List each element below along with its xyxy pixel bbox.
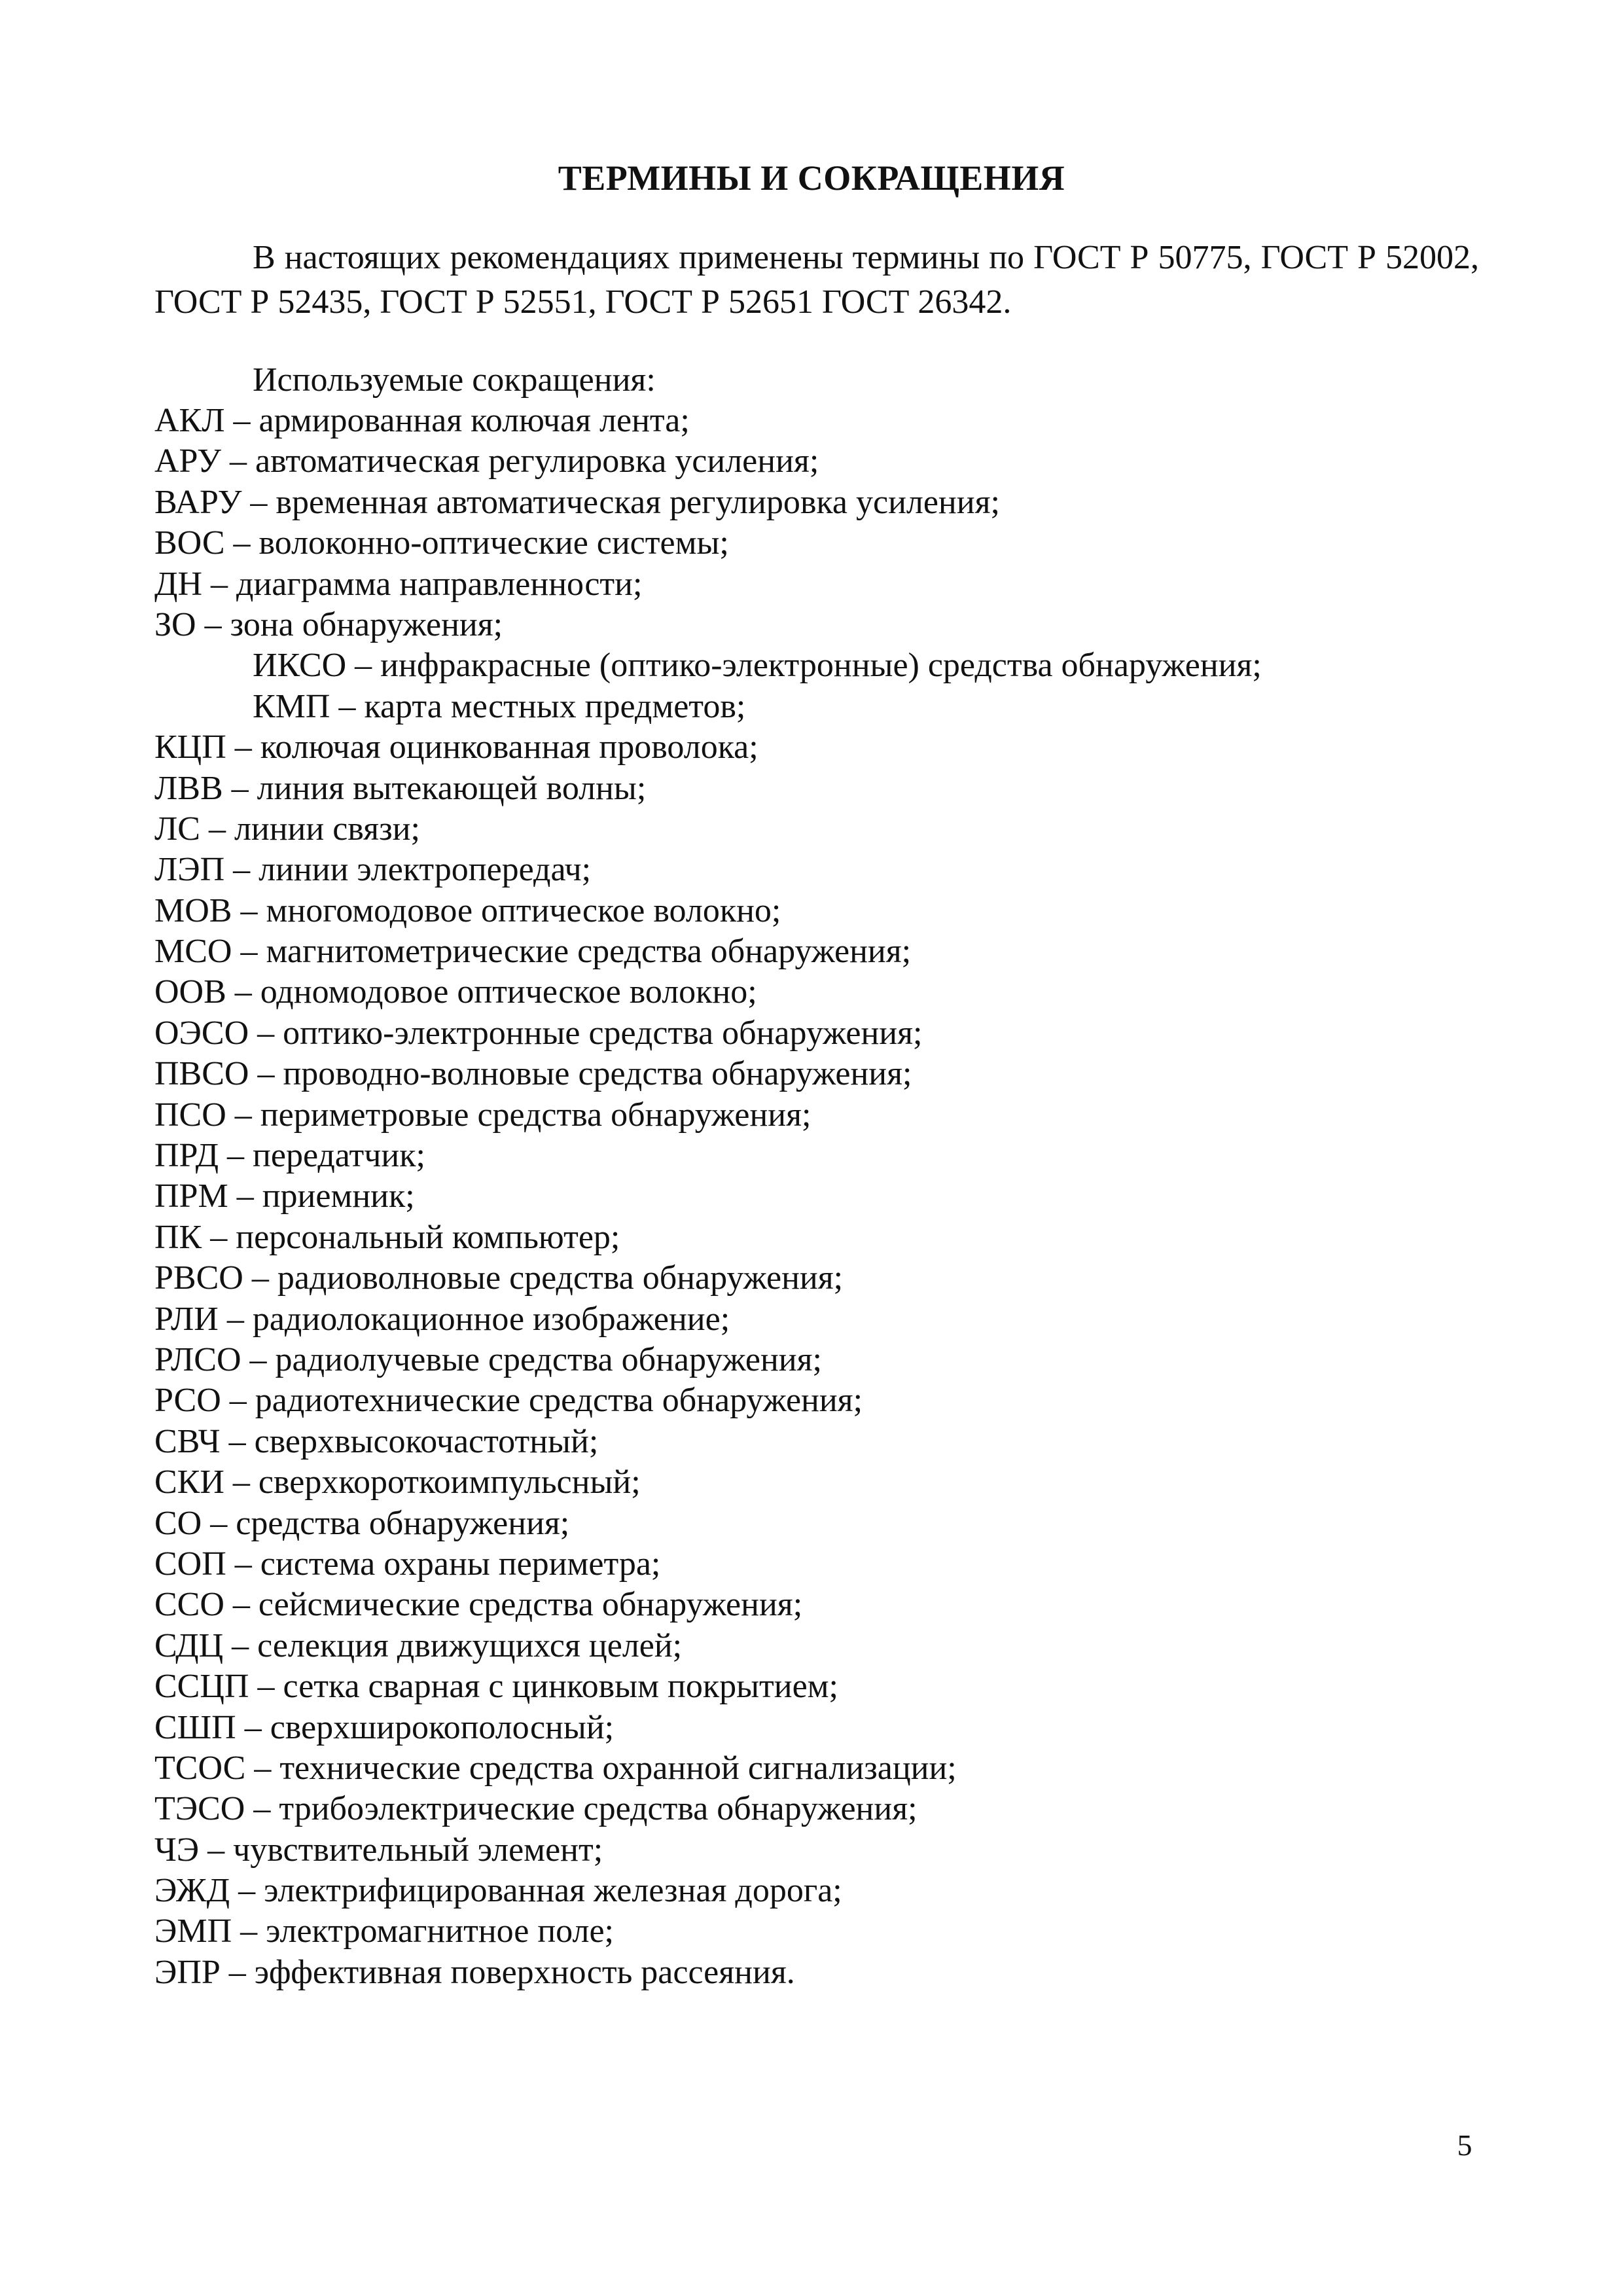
list-item: АКЛ – армированная колючая лента; (154, 402, 690, 439)
list-item: ЛЭП – линии электропередач; (154, 851, 592, 889)
list-item: ССО – сейсмические средства обнаружения; (154, 1586, 803, 1624)
list-item: ЛС – линии связи; (154, 810, 420, 848)
list-item: АРУ – автоматическая регулировка усиления; (154, 442, 819, 480)
list-item: ПК – персональный компьютер; (154, 1218, 620, 1256)
abbreviations-heading: Используемые сокращения: (253, 361, 656, 399)
page-number: 5 (1457, 2128, 1472, 2162)
list-item: ПРД – передатчик; (154, 1137, 425, 1175)
list-item: ТСОС – технические средства охранной сигнализации; (154, 1749, 957, 1787)
list-item: ЭПР – эффективная поверхность рассеяния. (154, 1953, 795, 1991)
list-item: КМП – карта местных предметов; (253, 687, 746, 725)
list-item: ДН – диаграмма направленности; (154, 565, 643, 603)
list-item: СШП – сверхширокополосный; (154, 1708, 615, 1746)
list-item: РЛСО – радиолучевые средства обнаружения; (154, 1340, 822, 1378)
abbreviations-list (154, 401, 1479, 1993)
list-item: СО – средства обнаружения; (154, 1504, 570, 1542)
list-item: СДЦ – селекция движущихся целей; (154, 1626, 683, 1664)
list-item: СОП – система охраны периметра; (154, 1545, 661, 1583)
intro-paragraph: В настоящих рекомендациях применены термины по ГОСТ Р 50775, ГОСТ Р 52002, ГОСТ Р 52435, ГОСТ Р 52551, ГОСТ Р 52651 ГОСТ 26342. (154, 239, 1479, 321)
list-item: ПРМ – приемник; (154, 1177, 415, 1215)
page-title: ТЕРМИНЫ И СОКРАЩЕНИЯ (558, 158, 1065, 198)
list-item: ЭЖД – электрифицированная железная дорога; (154, 1872, 842, 1910)
list-item: ООВ – одномодовое оптическое волокно; (154, 973, 757, 1011)
list-item: МСО – магнитометрические средства обнаружения; (154, 933, 912, 971)
list-item: ВАРУ – временная автоматическая регулировка усиления; (154, 483, 1000, 521)
list-item: РСО – радиотехнические средства обнаружения; (154, 1382, 863, 1420)
list-item: ОЭСО – оптико-электронные средства обнаружения; (154, 1014, 923, 1052)
list-item: ВОС – волоконно-оптические системы; (154, 524, 729, 562)
list-item: РЛИ – радиолокационное изображение; (154, 1300, 730, 1338)
list-item: СВЧ – сверхвысокочастотный; (154, 1422, 599, 1460)
list-item: РВСО – радиоволновые средства обнаружения; (154, 1259, 844, 1297)
list-item: ССЦП – сетка сварная с цинковым покрытием; (154, 1668, 839, 1706)
list-item: КЦП – колючая оцинкованная проволока; (154, 728, 758, 766)
list-item: ТЭСО – трибоэлектрические средства обнаружения; (154, 1790, 918, 1828)
list-item: ЧЭ – чувствительный элемент; (154, 1831, 603, 1869)
list-item: ЗО – зона обнаружения; (154, 605, 503, 643)
list-item: МОВ – многомодовое оптическое волокно; (154, 891, 781, 929)
list-item: ЭМП – электромагнитное поле; (154, 1912, 614, 1950)
list-item: ПСО – периметровые средства обнаружения; (154, 1096, 812, 1134)
list-item: ЛВВ – линия вытекающей волны; (154, 769, 647, 807)
list-item: ПВСО – проводно-волновые средства обнаружения; (154, 1055, 912, 1093)
list-item: СКИ – сверхкороткоимпульсный; (154, 1463, 641, 1501)
list-item: ИКСО – инфракрасные (оптико-электронные) средства обнаружения; (253, 647, 1262, 685)
